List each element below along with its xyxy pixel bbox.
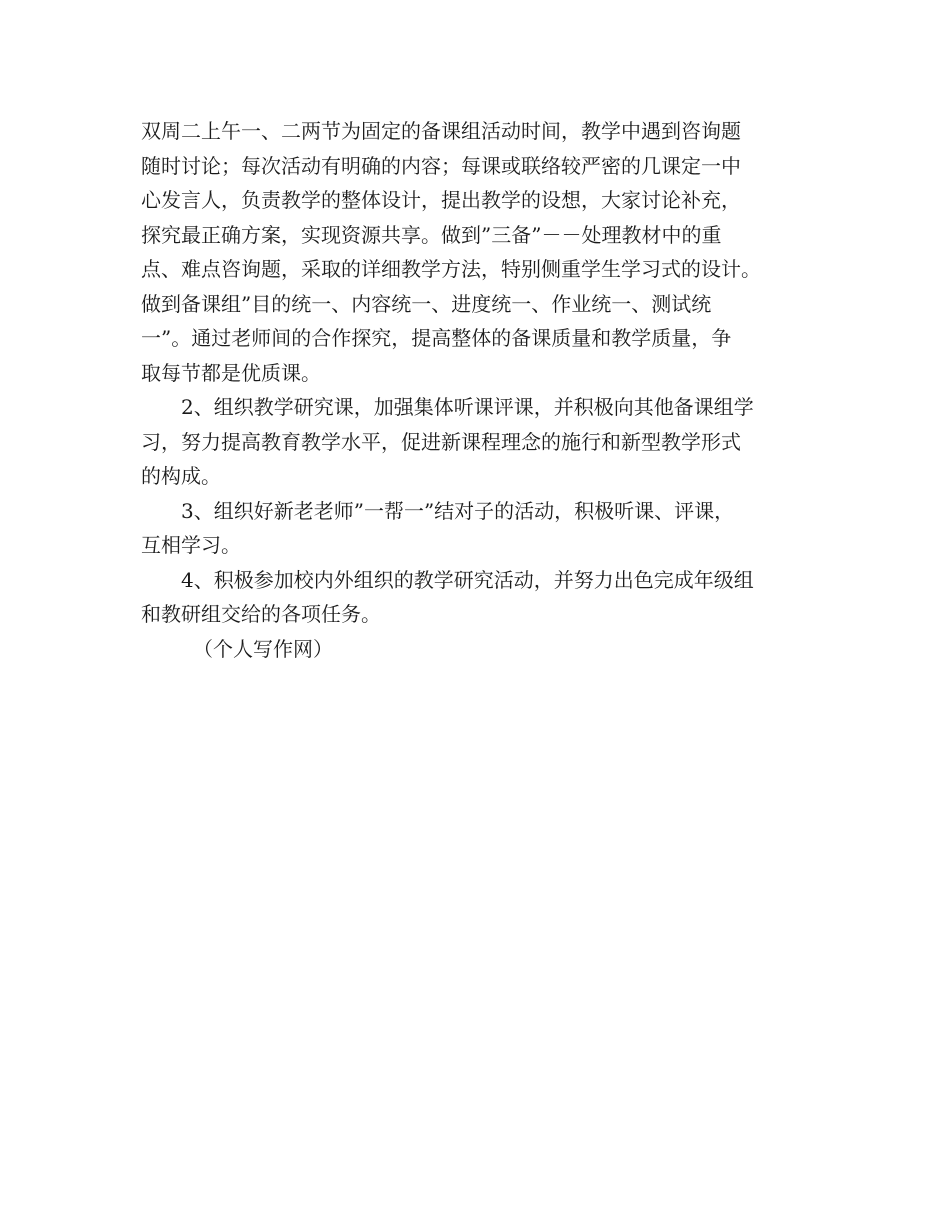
paragraph-line: 一”。通过老师间的合作探究，提高整体的备课质量和教学质量，争 [141,326,732,350]
document-body [141,114,821,666]
paragraph-line: 的构成。 [141,464,221,488]
source-note: （个人写作网） [193,636,333,661]
paragraph-line: 2、组织教学研究课，加强集体听课评课，并积极向其他备课组学 [181,395,754,419]
paragraph-line: 取每节都是优质课。 [141,360,321,385]
paragraph-line: 心发言人，负责教学的整体设计，提出教学的设想，大家讨论补充， [141,188,741,212]
paragraph-line: 双周二上午一、二两节为固定的备课组活动时间，教学中遇到咨询题 [141,119,741,143]
paragraph-line: 和教研组交给的各项任务。 [141,602,381,626]
paragraph-line: 点、难点咨询题，采取的详细教学方法，特别侧重学生学习式的设计。 [141,257,761,281]
paragraph-line: 3、组织好新老老师”一帮一”结对子的活动，积极听课、评课， [181,498,735,523]
paragraph-line: 互相学习。 [141,533,241,557]
paragraph-line: 4、积极参加校内外组织的教学研究活动，并努力出色完成年级组 [181,567,754,592]
paragraph-line: 习，努力提高教育教学水平，促进新课程理念的施行和新型教学形式 [141,429,741,454]
paragraph-line: 做到备课组”目的统一、内容统一、进度统一、作业统一、测试统 [141,291,712,316]
paragraph-line: 探究最正确方案，实现资源共享。做到”三备”－－处理教材中的重 [141,222,722,247]
paragraph-line: 随时讨论；每次活动有明确的内容；每课或联络较严密的几课定一中 [141,153,741,178]
